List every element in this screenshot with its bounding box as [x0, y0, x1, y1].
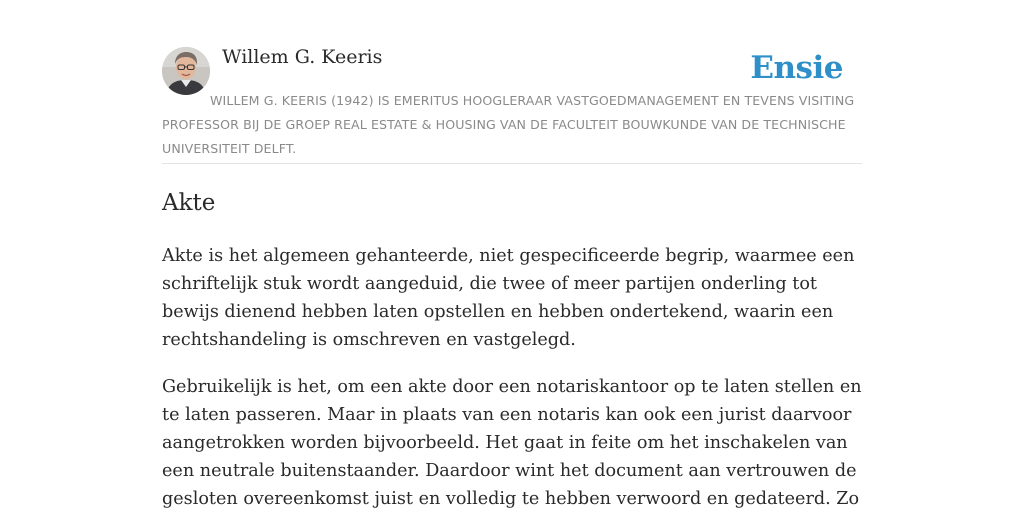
- content-column: [162, 0, 862, 512]
- author-portrait-icon: [162, 47, 210, 95]
- author-avatar[interactable]: [162, 47, 210, 95]
- article-paragraph-1: Akte is het algemeen gehanteerde, niet gespecificeerde begrip, waarmee een schriftelijk stuk wordt aangeduid, die twee of meer partijen onderling tot bewijs dienend hebben laten opstellen en hebben ondertekend, waarin een rechtshandeling is omschreven en vastgelegd.: [162, 246, 855, 350]
- article-paragraph-2: Gebruikelijk is het, om een akte door een notariskantoor op te laten stellen en te laten passeren. Maar in plaats van een notaris kan ook een jurist daarvoor aangetrokken worden bijvoorbeeld. Het gaat in feite om het inschakelen van een neutrale buitenstaander. Daardoor wint het document aan vertrouwen de gesloten overeenkomst juist en volledig te hebben verwoord en gedateerd. Zo: [162, 377, 862, 509]
- author-bio: WILLEM G. KEERIS (1942) IS EMERITUS HOOGLERAAR VASTGOEDMANAGEMENT EN TEVENS VISITING PROFESSOR BIJ DE GROEP REAL ESTATE & HOUSING VAN DE FACULTEIT BOUWKUNDE VAN DE TECHNISCHE UNIVERSITEIT DELFT.: [162, 93, 855, 156]
- author-header: [162, 0, 862, 164]
- author-name[interactable]: Willem G. Keeris: [222, 46, 383, 68]
- ensie-logo[interactable]: Ensie: [750, 50, 843, 86]
- article-title: Akte: [162, 190, 216, 216]
